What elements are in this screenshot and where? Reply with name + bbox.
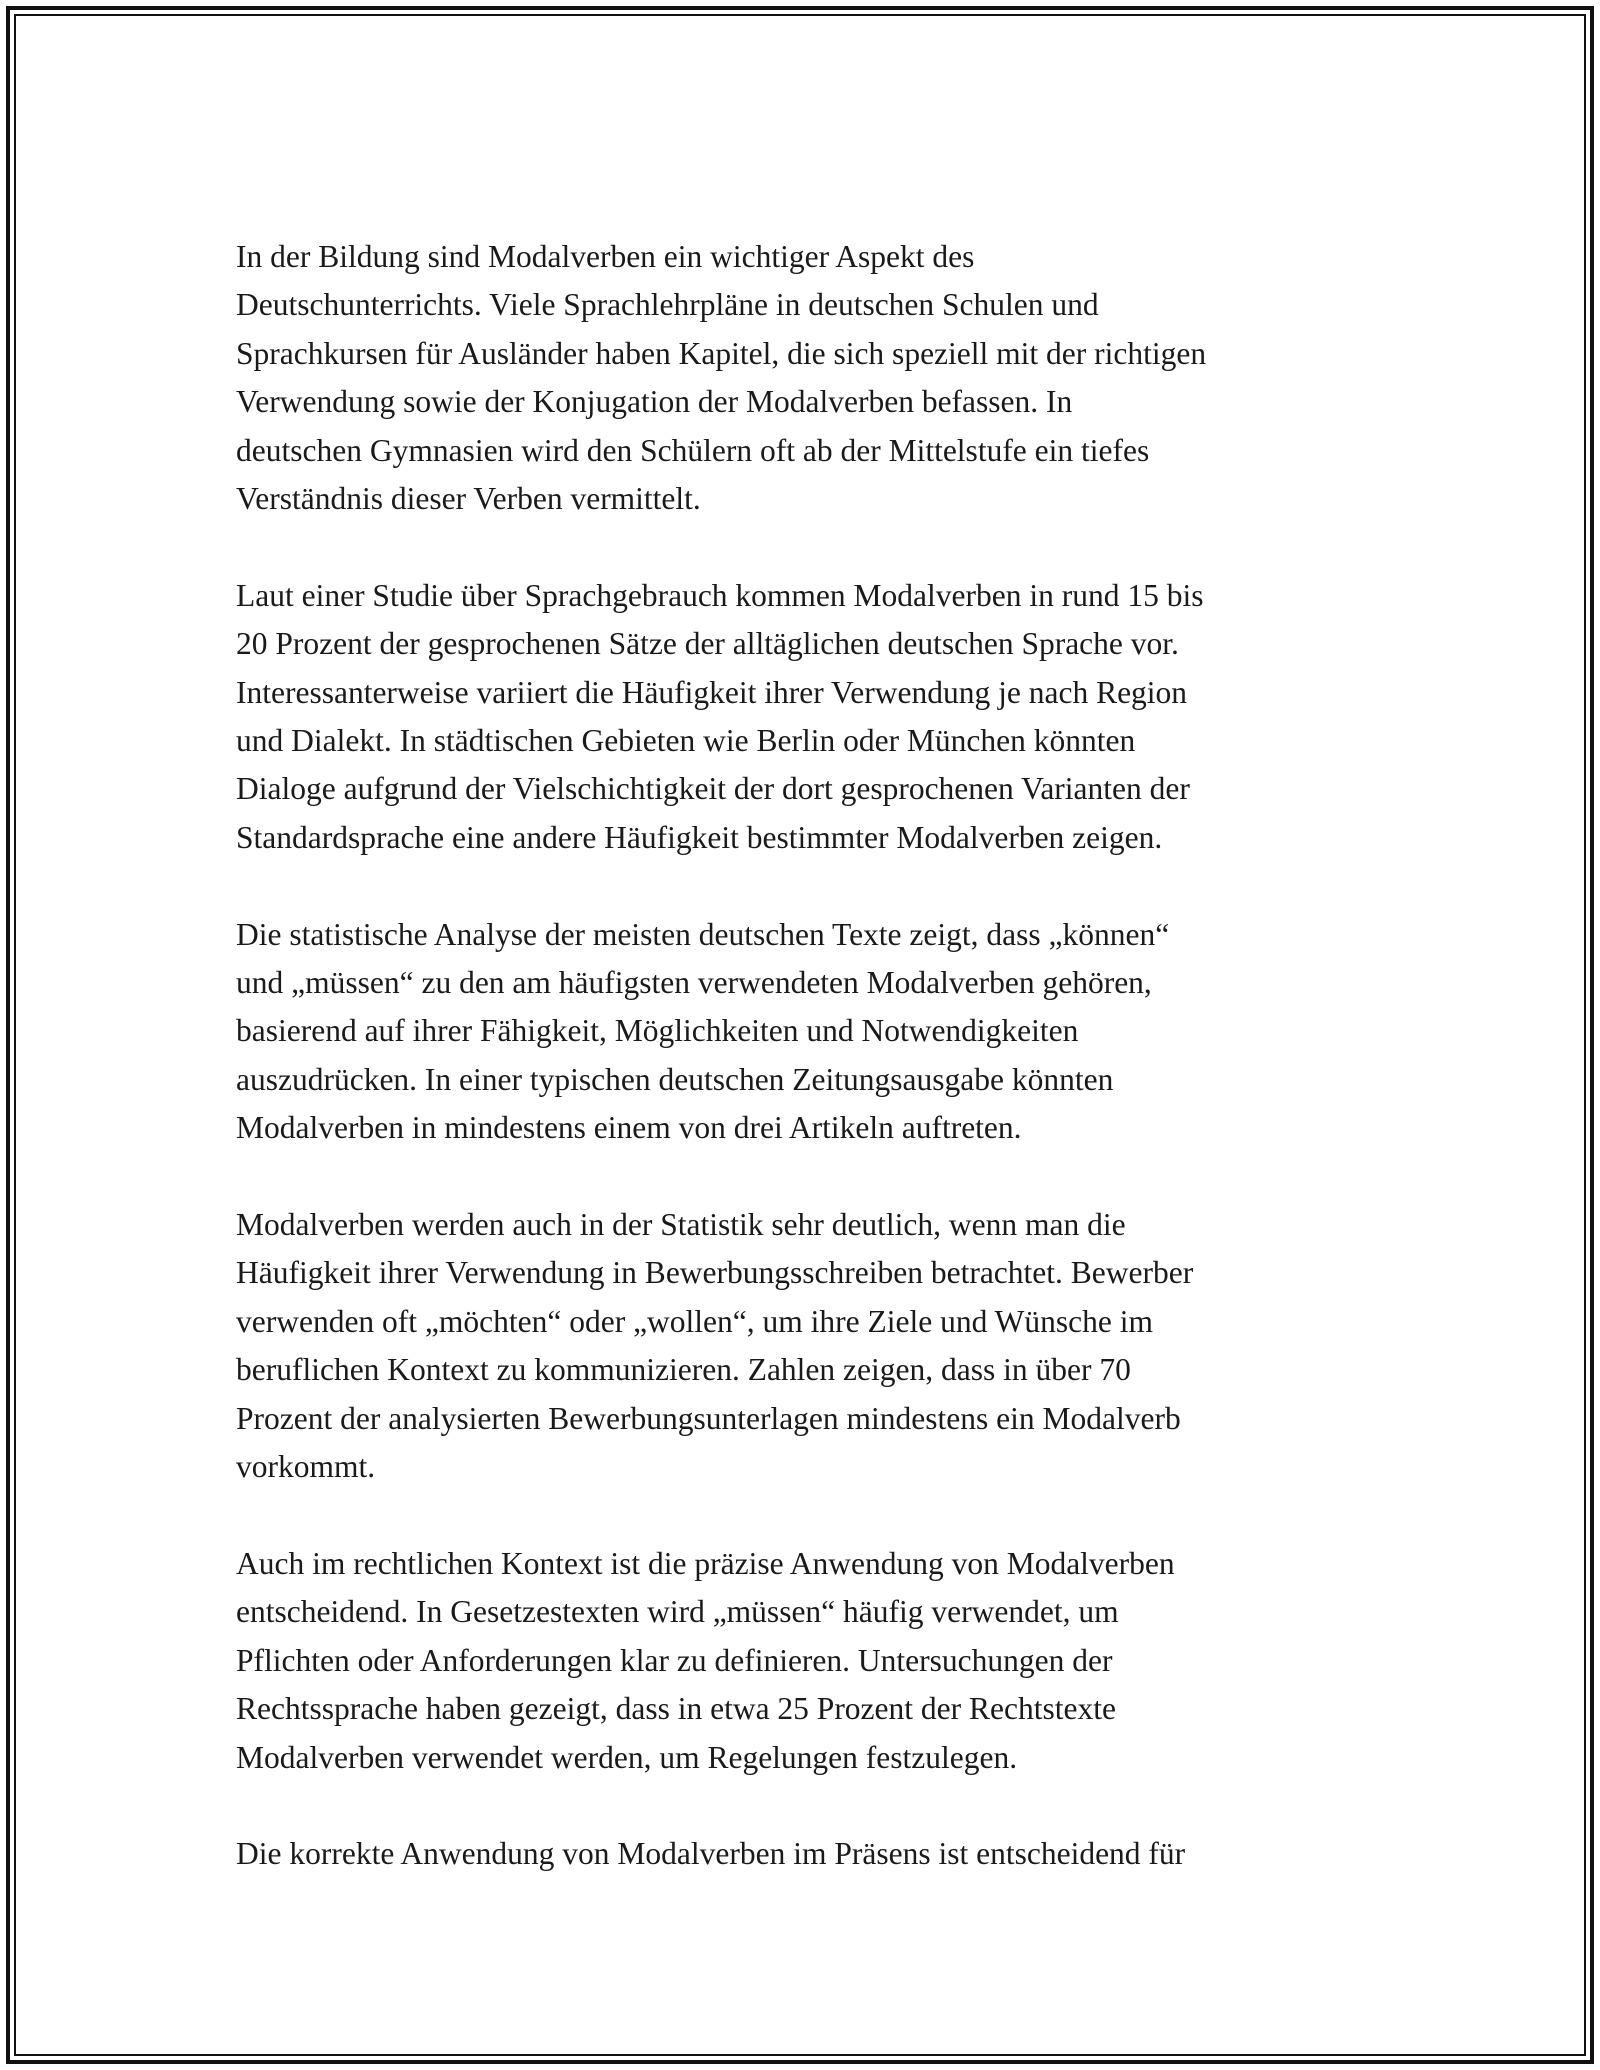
paragraph [236, 1201, 1386, 1491]
text-line: Rechtssprache haben gezeigt, dass in etwa 25 Prozent der Rechtstexte [236, 1691, 1116, 1727]
text-line: vorkommt. [236, 1449, 376, 1485]
paragraph [236, 572, 1386, 862]
text-line: In der Bildung sind Modalverben ein wichtiger Aspekt des [236, 239, 975, 274]
text-line: Modalverben verwendet werden, um Regelungen festzulegen. [236, 1739, 1018, 1775]
text-line: deutschen Gymnasien wird den Schülern oft ab der Mittelstufe ein tiefes [236, 432, 1150, 468]
text-line: Modalverben werden auch in der Statistik sehr deutlich, wenn man die [236, 1207, 1126, 1243]
document-body [236, 233, 1386, 1879]
text-line: und Dialekt. In städtischen Gebieten wie Berlin oder München könnten [236, 723, 1136, 759]
text-line: Die korrekte Anwendung von Modalverben im Präsens ist entscheidend für [236, 1836, 1186, 1872]
text-line: Prozent der analysierten Bewerbungsunterlagen mindestens ein Modalverb [236, 1400, 1181, 1436]
text-line: beruflichen Kontext zu kommunizieren. Zahlen zeigen, dass in über 70 [236, 1352, 1131, 1388]
text-line: Verwendung sowie der Konjugation der Modalverben befassen. In [236, 384, 1073, 420]
text-line: Pflichten oder Anforderungen klar zu definieren. Untersuchungen der [236, 1642, 1113, 1678]
text-line: auszudrücken. In einer typischen deutschen Zeitungsausgabe könnten [236, 1061, 1114, 1097]
text-line: Die statistische Analyse der meisten deutschen Texte zeigt, dass „können“ [236, 916, 1170, 952]
paragraph [236, 233, 1386, 523]
text-line: Laut einer Studie über Sprachgebrauch kommen Modalverben in rund 15 bis [236, 577, 1204, 613]
text-line: Interessanterweise variiert die Häufigkeit ihrer Verwendung je nach Region [236, 674, 1188, 710]
text-line: Sprachkursen für Ausländer haben Kapitel, die sich speziell mit der richtigen [236, 335, 1207, 371]
text-line: Dialoge aufgrund der Vielschichtigkeit der dort gesprochenen Varianten der [236, 771, 1190, 807]
paragraph [236, 1830, 1386, 1878]
text-line: 20 Prozent der gesprochenen Sätze der alltäglichen deutschen Sprache vor. [236, 626, 1179, 662]
paragraph [236, 1540, 1386, 1782]
text-line: Modalverben in mindestens einem von drei Artikeln auftreten. [236, 1110, 1022, 1146]
text-line: Auch im rechtlichen Kontext ist die präzise Anwendung von Modalverben [236, 1545, 1175, 1581]
text-line: Standardsprache eine andere Häufigkeit bestimmter Modalverben zeigen. [236, 819, 1163, 855]
text-line: Deutschunterrichts. Viele Sprachlehrpläne in deutschen Schulen und [236, 287, 1099, 323]
text-line: Häufigkeit ihrer Verwendung in Bewerbungsschreiben betrachtet. Bewerber [236, 1255, 1194, 1291]
text-line: entscheidend. In Gesetzestexten wird „müssen“ häufig verwendet, um [236, 1594, 1119, 1630]
text-line: und „müssen“ zu den am häufigsten verwendeten Modalverben gehören, [236, 965, 1152, 1001]
paragraph [236, 911, 1386, 1153]
text-line: basierend auf ihrer Fähigkeit, Möglichkeiten und Notwendigkeiten [236, 1013, 1079, 1049]
text-line: Verständnis dieser Verben vermittelt. [236, 481, 701, 517]
text-line: verwenden oft „möchten“ oder „wollen“, um ihre Ziele und Wünsche im [236, 1303, 1153, 1339]
